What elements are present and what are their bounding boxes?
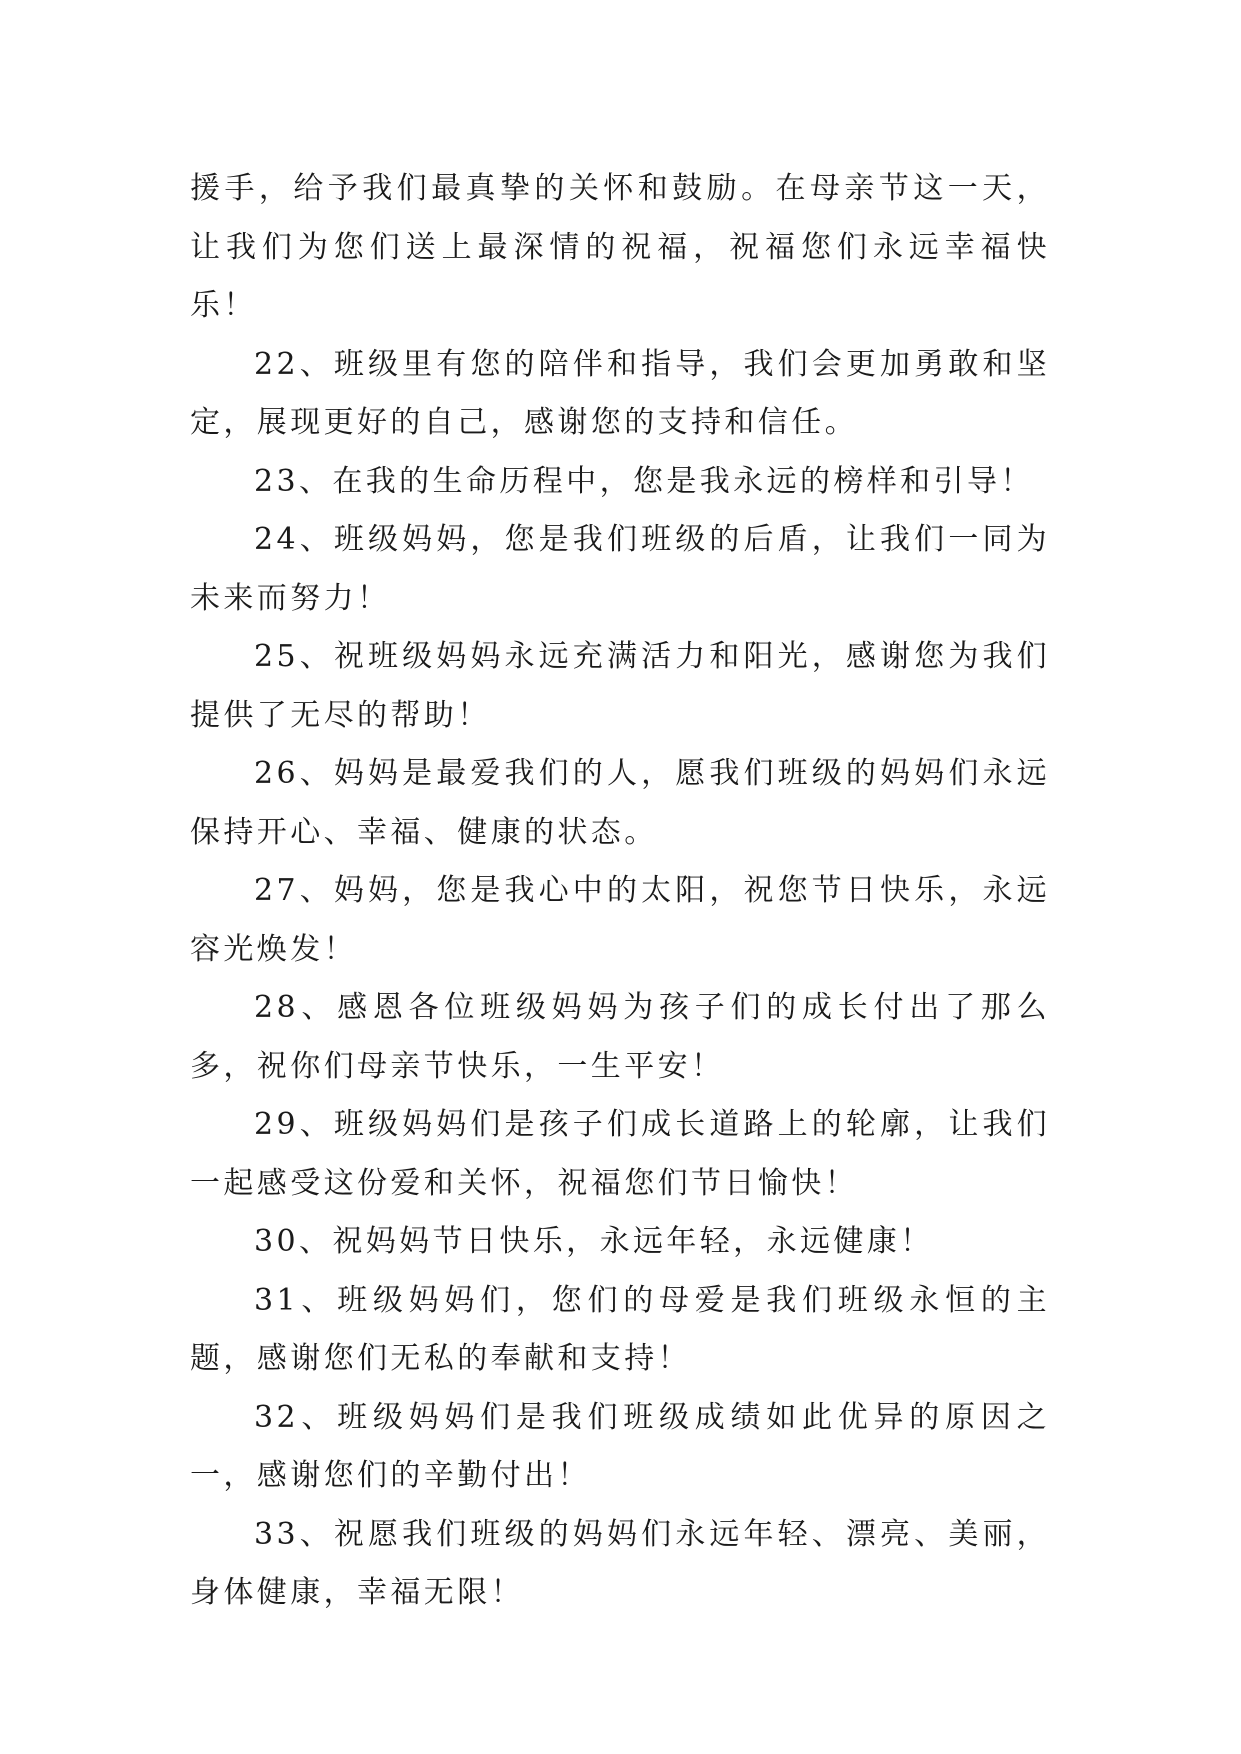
paragraph-26: 26、妈妈是最爱我们的人，愿我们班级的妈妈们永远保持开心、幸福、健康的状态。	[190, 756, 1050, 850]
paragraph-32: 32、班级妈妈们是我们班级成绩如此优异的原因之一，感谢您们的辛勤付出！	[190, 1399, 1050, 1493]
paragraph-27: 27、妈妈，您是我心中的太阳，祝您节日快乐，永远容光焕发！	[190, 873, 1050, 967]
paragraph-33: 33、祝愿我们班级的妈妈们永远年轻、漂亮、美丽，身体健康，幸福无限！	[190, 1516, 1050, 1610]
paragraph-28: 28、感恩各位班级妈妈为孩子们的成长付出了那么多，祝你们母亲节快乐，一生平安！	[190, 990, 1050, 1084]
paragraph-24: 24、班级妈妈，您是我们班级的后盾，让我们一同为未来而努力！	[190, 522, 1050, 616]
paragraph-31: 31、班级妈妈们，您们的母爱是我们班级永恒的主题，感谢您们无私的奉献和支持！	[190, 1282, 1050, 1376]
paragraph-continued: 援手，给予我们最真挚的关怀和鼓励。在母亲节这一天，让我们为您们送上最深情的祝福，祝福您们永远幸福快乐！	[190, 171, 1050, 323]
paragraph-25: 25、祝班级妈妈永远充满活力和阳光，感谢您为我们提供了无尽的帮助！	[190, 639, 1050, 733]
paragraph-29: 29、班级妈妈们是孩子们成长道路上的轮廓，让我们一起感受这份爱和关怀，祝福您们节日愉快！	[190, 1107, 1050, 1201]
document-body	[190, 160, 1050, 1623]
paragraph-23: 23、在我的生命历程中，您是我永远的榜样和引导！	[254, 463, 1034, 499]
paragraph-22: 22、班级里有您的陪伴和指导，我们会更加勇敢和坚定，展现更好的自己，感谢您的支持和信任。	[190, 346, 1050, 440]
paragraph-30: 30、祝妈妈节日快乐，永远年轻，永远健康！	[254, 1224, 934, 1259]
